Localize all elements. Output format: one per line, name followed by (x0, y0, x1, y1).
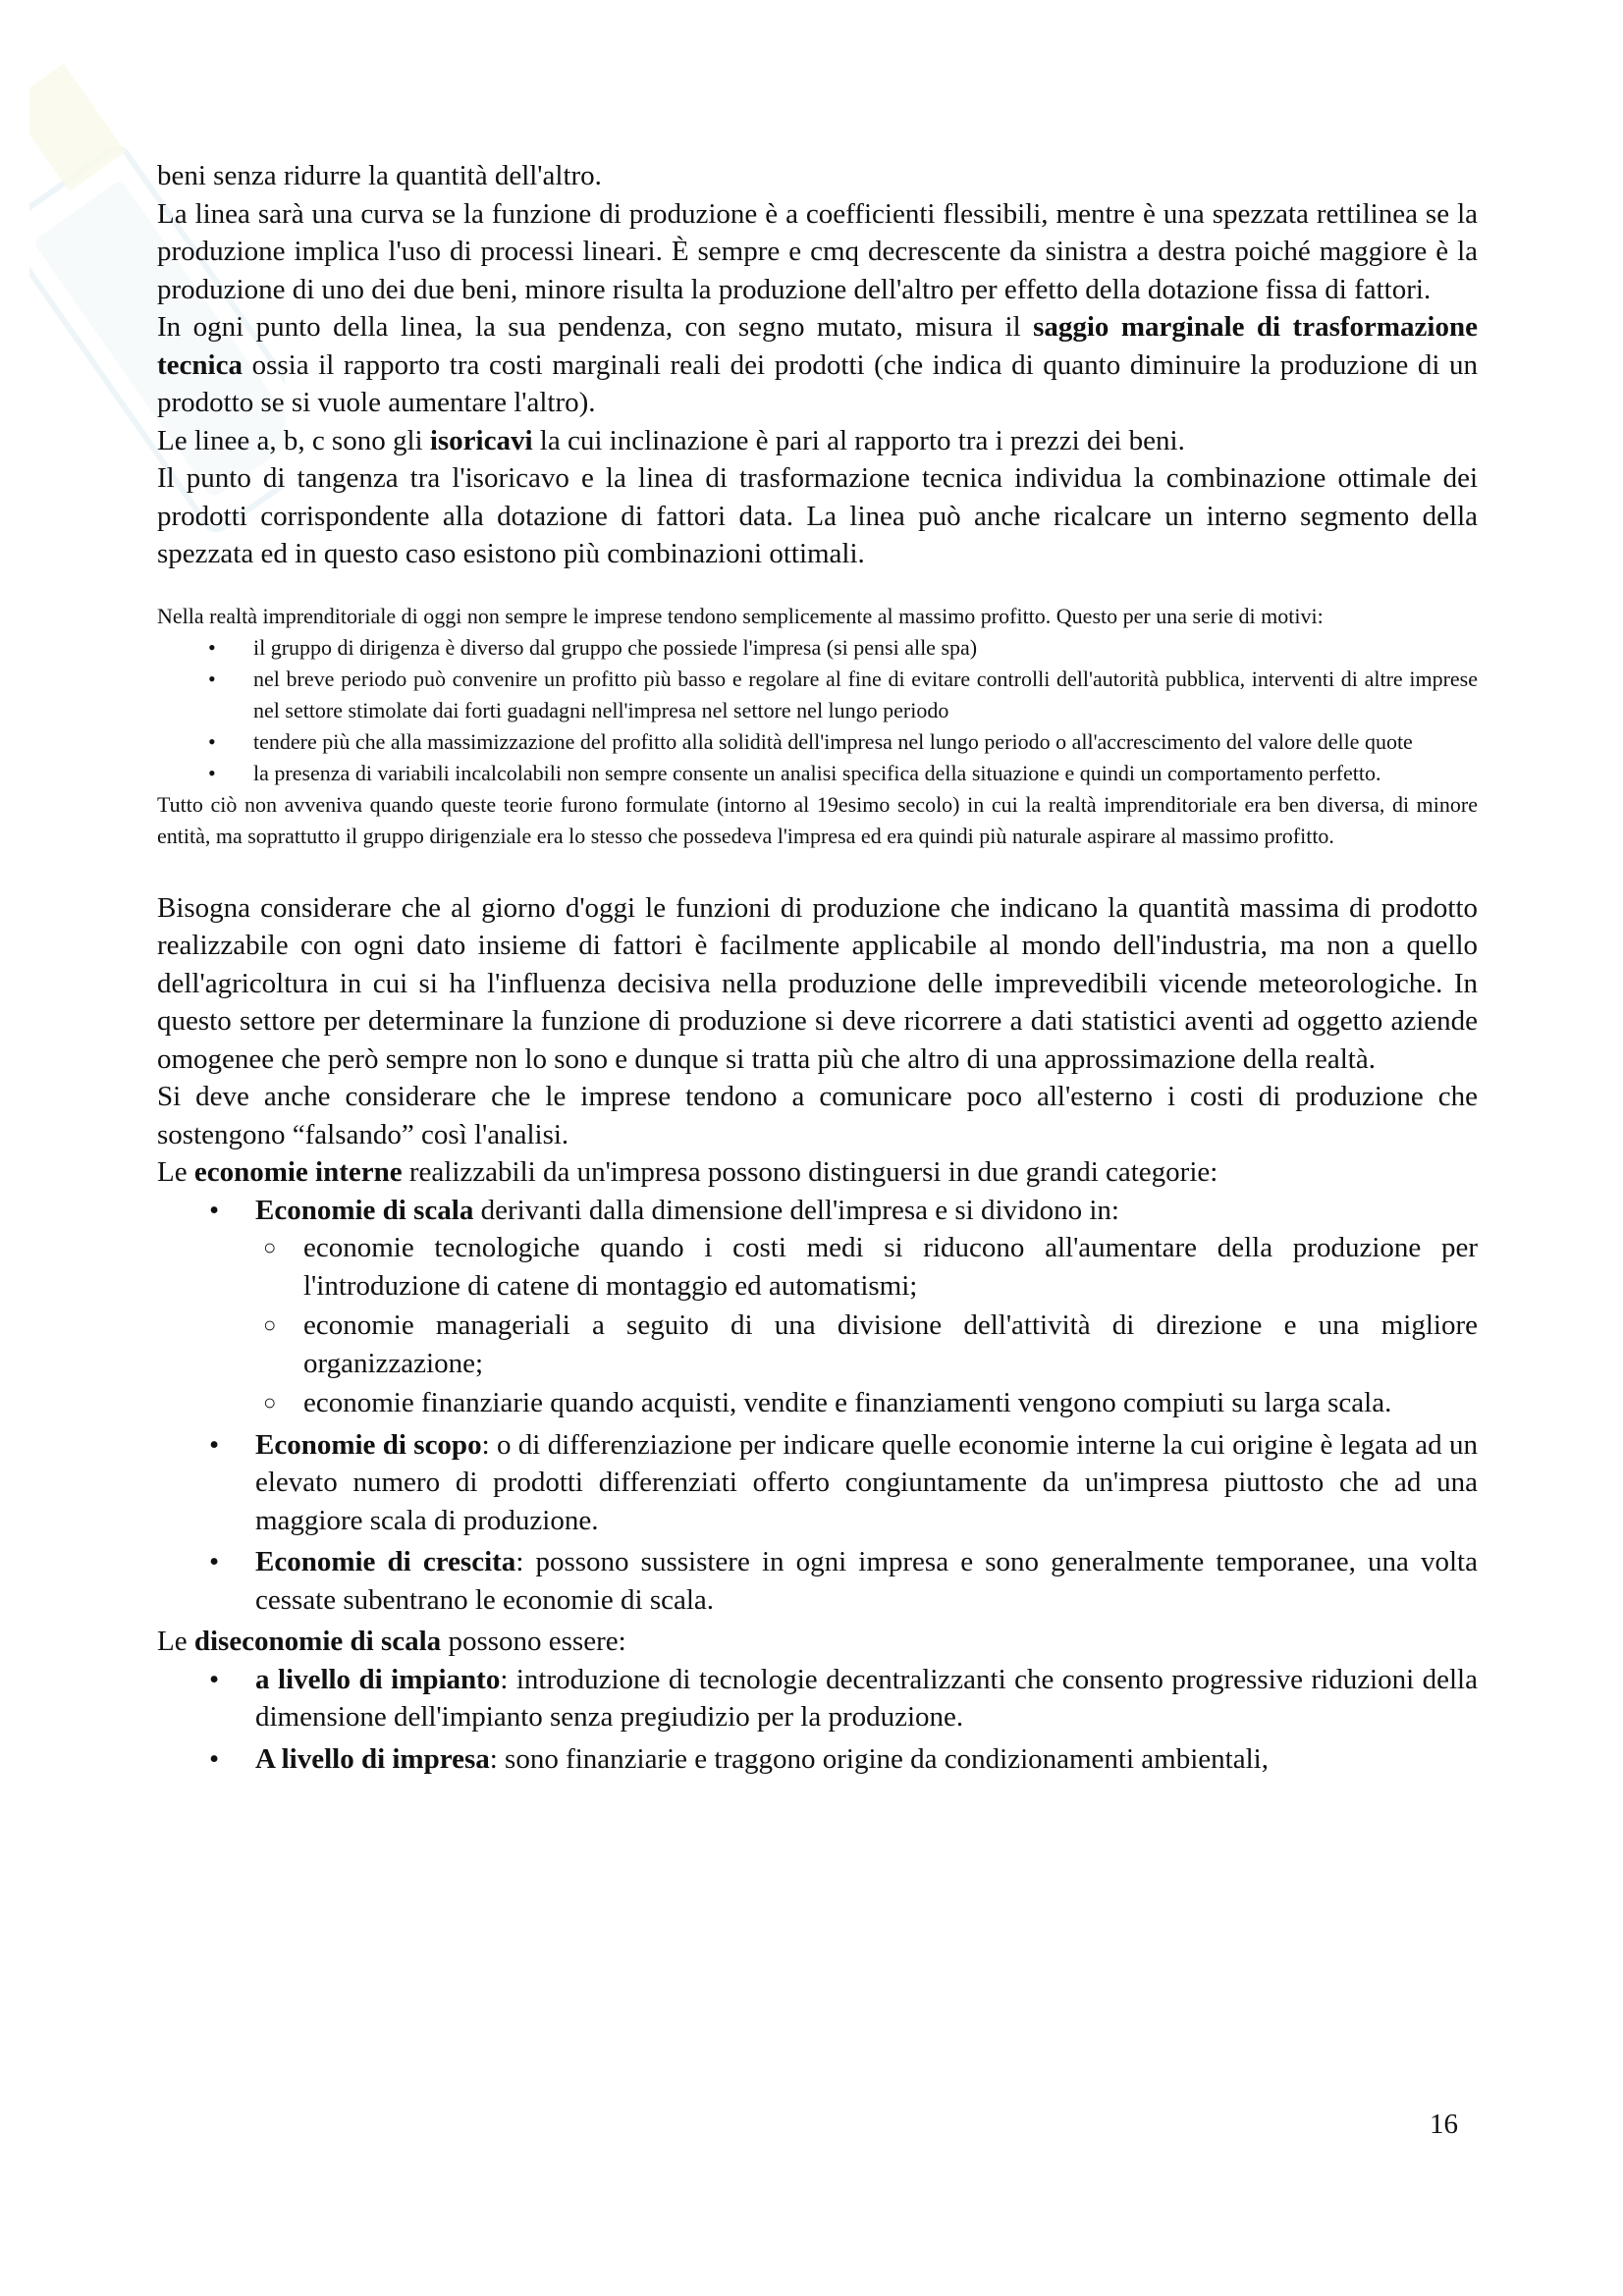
paragraph: In ogni punto della linea, la sua pendenza, con segno mutato, misura il saggio marginale di trasformazione tecnica ossia il rapporto tra costi marginali reali dei prodotti (che indica di quanto diminuire la produzione di un prodotto se si vuole aumentare l'altro). (157, 311, 1478, 418)
bullet-icon: • (208, 728, 216, 754)
economies-section (157, 889, 1478, 1779)
list-item: • a livello di impianto: introduzione di tecnologie decentralizzanti che consento progressive riduzioni della dimensione dell'impianto senza pregiudizio per la produzione. (157, 1661, 1478, 1736)
note-closing: Tutto ciò non avveniva quando queste teorie furono formulate (intorno al 19esimo secolo) in cui la realtà imprenditoriale era ben diversa, di minore entità, ma soprattutto il gruppo dirigenziale era lo stesso che possedeva l'impresa ed era quindi più naturale aspirare al massimo profitto. (157, 791, 1478, 848)
list-item: • A livello di impresa: sono finanziarie e traggono origine da condizionamenti ambientali, (157, 1740, 1478, 1779)
bold-term: isoricavi (429, 424, 533, 456)
paragraph: beni senza ridurre la quantità dell'altro. (157, 160, 602, 191)
economies-list (157, 1192, 1478, 1620)
circle-bullet-icon: ○ (263, 1235, 277, 1259)
list-item: • Economie di scopo: o di differenziazione per indicare quelle economie interne la cui origine è legata ad un elevato numero di prodotti differenziati offerto congiuntamente da un'impresa piuttosto che ad una maggiore scala di produzione. (157, 1426, 1478, 1540)
note-list (157, 632, 1478, 789)
bullet-icon: • (208, 666, 216, 691)
bold-term: economie interne (193, 1156, 403, 1188)
bullet-icon: • (209, 1546, 220, 1577)
bold-term: diseconomie di scala (193, 1626, 442, 1657)
diseconomies-list (157, 1661, 1478, 1779)
bullet-icon: • (208, 760, 216, 785)
circle-bullet-icon: ○ (263, 1312, 277, 1337)
bullet-icon: • (209, 1663, 220, 1695)
bold-term: saggio marginale di trasformazione tecnica (157, 311, 1478, 381)
paragraph: La linea sarà una curva se la funzione di produzione è a coefficienti flessibili, mentre è una spezzata rettilinea se la produzione implica l'uso di processi lineari. È sempre e cmq decrescente da sinistra a destra poiché maggiore è la produzione di uno dei due beni, minore risulta la produzione dell'altro per effetto della dotazione fissa di fattori. (157, 197, 1478, 305)
page-content (157, 157, 1478, 1782)
paragraph: Le diseconomie di scala possono essere: (157, 1626, 626, 1657)
circle-bullet-icon: ○ (263, 1390, 277, 1415)
transformation-line-section (157, 157, 1478, 573)
paragraph: Il punto di tangenza tra l'isoricavo e la linea di trasformazione tecnica individua la combinazione ottimale dei prodotti corrispondente alla dotazione di fattori data. La linea può anche ricalcare un interno segmento della spezzata ed in questo caso esistono più combinazioni ottimali. (157, 462, 1478, 569)
bullet-icon: • (209, 1742, 220, 1775)
sub-list (255, 1229, 1478, 1422)
note-section (157, 601, 1478, 852)
bullet-icon: • (209, 1428, 220, 1461)
list-item: • tendere più che alla massimizzazione del profitto alla solidità dell'impresa nel lungo periodo o all'accrescimento del valore delle quote (157, 726, 1478, 758)
list-item: • Economie di crescita: possono sussistere in ogni impresa e sono generalmente temporanee, una volta cessate subentrano le economie di scala. (157, 1543, 1478, 1619)
sub-list-item: ○ economie manageriali a seguito di una divisione dell'attività di direzione e una migliore organizzazione; (255, 1307, 1478, 1382)
list-item: • la presenza di variabili incalcolabili non sempre consente un analisi specifica della situazione e quindi un comportamento perfetto. (157, 758, 1478, 789)
list-item: • Economie di scala derivanti dalla dimensione dell'impresa e si dividono in: ○ economie tecnologiche quando i costi medi si riducono all'aumentare della produzione per l'introduzione di catene di montaggio ed automatismi; ○ economie manageriali a seguito di una divisione dell'attività di direzione e una migliore organizzazione; ○ economie finanziarie quando acquisti, vendite e finanziamenti vengono compiuti su larga scala. (157, 1192, 1478, 1422)
sub-list-item: ○ economie tecnologiche quando i costi medi si riducono all'aumentare della produzione per l'introduzione di catene di montaggio ed automatismi; (255, 1229, 1478, 1305)
paragraph: Le economie interne realizzabili da un'impresa possono distinguersi in due grandi categorie: (157, 1156, 1218, 1188)
list-item: • nel breve periodo può convenire un profitto più basso e regolare al fine di evitare controlli dell'autorità pubblica, interventi di altre imprese nel settore stimolate dai forti guadagni nell'impresa nel settore nel lungo periodo (157, 664, 1478, 726)
paragraph: Le linee a, b, c sono gli isoricavi la cui inclinazione è pari al rapporto tra i prezzi dei beni. (157, 424, 1185, 456)
list-item: • il gruppo di dirigenza è diverso dal gruppo che possiede l'impresa (si pensi alle spa) (157, 632, 1478, 664)
note-intro: Nella realtà imprenditoriale di oggi non sempre le imprese tendono semplicemente al massimo profitto. Questo per una serie di motivi: (157, 603, 1324, 628)
page-number: 16 (1430, 2109, 1458, 2140)
bullet-icon: • (209, 1194, 220, 1226)
paragraph: Si deve anche considerare che le imprese tendono a comunicare poco all'esterno i costi di produzione che sostengono “falsando” così l'analisi. (157, 1081, 1478, 1150)
sub-list-item: ○ economie finanziarie quando acquisti, vendite e finanziamenti vengono compiuti su larga scala. (255, 1384, 1478, 1422)
bullet-icon: • (208, 634, 216, 660)
paragraph: Bisogna considerare che al giorno d'oggi le funzioni di produzione che indicano la quantità massima di prodotto realizzabile con ogni dato insieme di fattori è facilmente applicabile al mondo dell'industria, ma non a quello dell'agricoltura in cui si ha l'influenza decisiva nella produzione delle imprevedibili vicende meteorologiche. In questo settore per determinare la funzione di produzione si deve ricorrere a dati statistici aventi ad oggetto aziende omogenee che però sempre non lo sono e dunque si tratta più che altro di una approssimazione della realtà. (157, 891, 1478, 1075)
